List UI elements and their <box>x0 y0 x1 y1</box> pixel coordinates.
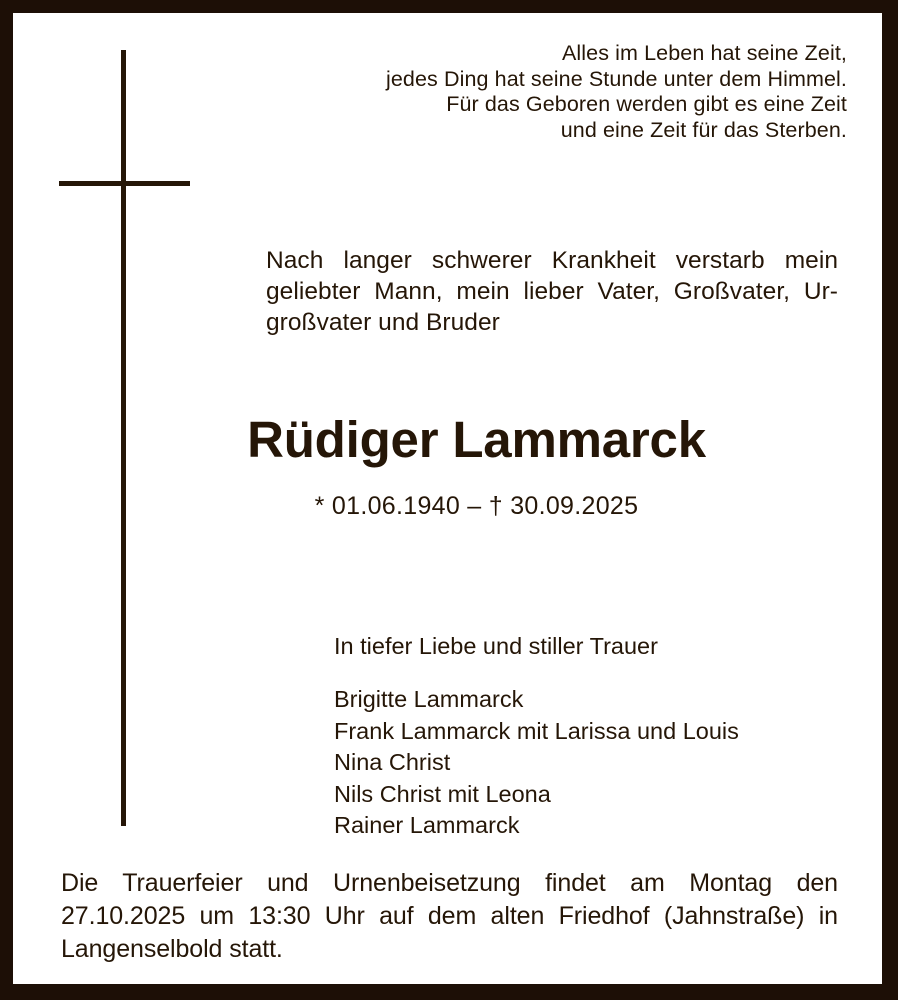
announcement-line: geliebter Mann, mein lieber Vater, Großvater, Ur- <box>266 278 838 305</box>
survivor-name: Brigitte Lammarck <box>334 686 524 712</box>
epigraph-verse <box>307 41 847 143</box>
survivors-list <box>334 684 739 842</box>
life-dates: * 01.06.1940 – † 30.09.2025 <box>314 492 639 520</box>
survivor-name: Rainer Lammarck <box>334 812 520 838</box>
cross-horizontal-bar <box>59 181 190 186</box>
epigraph-line: Für das Geboren werden gibt es eine Zeit <box>446 92 847 116</box>
mourning-statement: In tiefer Liebe und stiller Trauer <box>334 633 658 659</box>
survivor-name: Nina Christ <box>334 749 451 775</box>
survivor-name: Nils Christ mit Leona <box>334 780 551 807</box>
announcement-line: großvater und Bruder <box>266 309 500 336</box>
survivor-name: Frank Lammarck mit Larissa und Louis <box>334 717 739 744</box>
death-announcement-text <box>266 245 838 338</box>
deceased-name: Rüdiger Lammarck <box>247 411 706 468</box>
funeral-service-details <box>61 867 838 966</box>
service-line: 27.10.2025 um 13:30 Uhr auf dem alten Friedhof (Jahnstraße) in <box>61 902 838 930</box>
epigraph-line: jedes Ding hat seine Stunde unter dem Himmel. <box>385 66 847 91</box>
epigraph-line: und eine Zeit für das Sterben. <box>560 117 847 142</box>
obituary-content-area <box>13 13 882 984</box>
announcement-line: Nach langer schwerer Krankheit verstarb mein <box>266 247 838 274</box>
service-line: Die Trauerfeier und Urnenbeisetzung findet am Montag den <box>61 869 838 897</box>
epigraph-line: Alles im Leben hat seine Zeit, <box>561 41 847 65</box>
service-line: Langenselbold statt. <box>61 935 283 963</box>
